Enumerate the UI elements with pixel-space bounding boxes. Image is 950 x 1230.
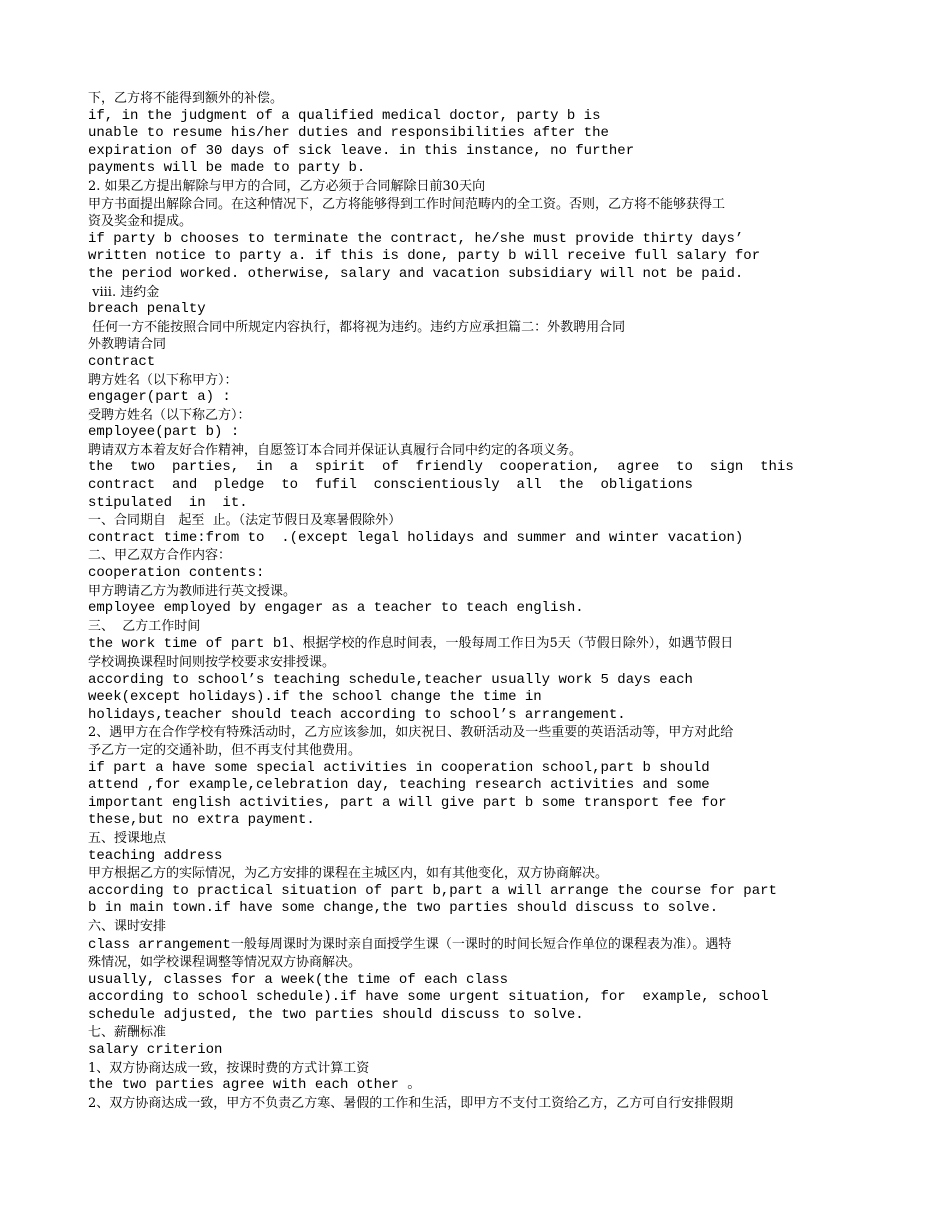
chinese-text-line: 二、甲乙双方合作内容：	[88, 548, 232, 564]
chinese-text-line: 甲方根据乙方的实际情况，为乙方安排的课程在主城区内，如有其他变化，双方协商解决。	[88, 866, 609, 882]
english-text-line: stipulated in it.	[88, 494, 248, 511]
chinese-text-line: 一、合同期自 起至 止。（法定节假日及寒暑假除外）	[88, 513, 402, 529]
chinese-text-line: 甲方书面提出解除合同。在这种情况下，乙方将能够得到工作时间范畴内的全工资。否则，乙方将不能够获得工	[88, 196, 726, 212]
english-text-line: expiration of 30 days of sick leave. in this instance, no further	[88, 142, 635, 159]
english-text-line: according to practical situation of part b,part a will arrange the course for part	[88, 882, 777, 899]
chinese-text-line: 甲方聘请乙方为教师进行英文授课。	[88, 583, 297, 599]
chinese-text-line: 2、遇甲方在合作学校有特殊活动时，乙方应该参加，如庆祝日、教研活动及一些重要的英语活动等，甲方对此给	[88, 725, 734, 741]
chinese-text-line: 受聘方姓名（以下称乙方）：	[88, 407, 251, 423]
english-text-line: attend ,for example,celebration day, teaching research activities and some	[88, 777, 710, 794]
chinese-text-line: 三、 乙方工作时间	[88, 618, 201, 634]
chinese-text-line: 五、授课地点	[88, 830, 167, 846]
mixed-text-line	[88, 936, 862, 955]
english-text-line: if part a have some special activities in cooperation school,part b should	[88, 759, 710, 776]
english-text-line: teaching address	[88, 847, 223, 864]
chinese-text-line: 2、双方协商达成一致，甲方不负责乙方寒、暑假的工作和生活，即甲方不支付工资给乙方，乙方可自行安排假期	[88, 1095, 734, 1111]
chinese-text-line: 资及奖金和提成。	[88, 214, 193, 230]
chinese-text-line: 外教聘请合同	[88, 337, 167, 353]
english-text-line: usually, classes for a week(the time of each class	[88, 971, 509, 988]
english-text-line: payments will be made to party b.	[88, 160, 366, 177]
chinese-text-line: viii. 违约金	[88, 284, 160, 300]
chinese-text-run: 1、根据学校的作息时间表，一般每周工作日为5天（节假日除外），如遇节假日	[281, 636, 734, 652]
chinese-text-line: 1、双方协商达成一致，按课时费的方式计算工资	[88, 1060, 370, 1076]
chinese-text-line: 聘方姓名（以下称甲方）：	[88, 372, 238, 388]
english-text-line: employee employed by engager as a teacher to teach english.	[88, 600, 584, 617]
chinese-text-line: 学校调换课程时间则按学校要求安排授课。	[88, 655, 336, 670]
english-text-line: week(except holidays).if the school change the time in	[88, 689, 542, 706]
chinese-text-line: 下，乙方将不能得到额外的补偿。	[88, 91, 284, 106]
english-text-line: employee(part b) :	[88, 424, 240, 441]
chinese-text-line: 六、课时安排	[88, 918, 167, 934]
english-text-line: the two parties, in a spirit of friendly cooperation, agree to sign this	[88, 459, 794, 476]
mixed-text-line	[88, 635, 862, 654]
english-text-line: schedule adjusted, the two parties should discuss to solve.	[88, 1006, 584, 1023]
english-text-line: if party b chooses to terminate the contract, he/she must provide thirty days’	[88, 230, 744, 247]
english-text-line: b in main town.if have some change,the two parties should discuss to solve.	[88, 900, 719, 917]
english-text-line: these,but no extra payment.	[88, 812, 315, 829]
english-text-line: contract and pledge to fufil conscientiously all the obligations	[88, 477, 693, 494]
english-text-line: breach penalty	[88, 301, 206, 318]
english-text-line: unable to resume his/her duties and responsibilities after the	[88, 125, 609, 142]
chinese-text-line: 七、薪酬标准	[88, 1025, 167, 1041]
english-text-line: written notice to party a. if this is done, party b will receive full salary for	[88, 248, 761, 265]
english-text-line: if, in the judgment of a qualified medical doctor, party b is	[88, 107, 601, 124]
english-text-line: the two parties agree with each other 。	[88, 1077, 422, 1094]
chinese-text-line: 任何一方不能按照合同中所规定内容执行，都将视为违约。违约方应承担篇二：外教聘用合同	[88, 319, 626, 335]
english-text-line: contract time:from to .(except legal holidays and summer and winter vacation)	[88, 529, 744, 546]
chinese-text-run: 一般每周课时为课时亲自面授学生课（一课时的时间长短合作单位的课程表为准）。遇特	[230, 936, 732, 952]
english-text-line: salary criterion	[88, 1042, 223, 1059]
chinese-text-line: 聘请双方本着友好合作精神，自愿签订本合同并保证认真履行合同中约定的各项义务。	[88, 442, 583, 458]
english-text-run: class arrangement	[88, 936, 231, 953]
english-text-line: the period worked. otherwise, salary and vacation subsidiary will not be paid.	[88, 265, 744, 282]
document-page	[88, 90, 862, 1112]
chinese-text-line: 2. 如果乙方提出解除与甲方的合同，乙方必须于合同解除日前30天向	[88, 178, 486, 194]
english-text-line: according to school schedule).if have some urgent situation, for example, school	[88, 989, 769, 1006]
english-text-run: the work time of part b	[88, 636, 282, 653]
english-text-line: cooperation contents:	[88, 565, 265, 582]
english-text-line: holidays,teacher should teach according to school’s arrangement.	[88, 706, 626, 723]
english-text-line: engager(part a) :	[88, 389, 231, 406]
chinese-text-line: 殊情况，如学校课程调整等情况双方协商解决。	[88, 955, 362, 971]
english-text-line: important english activities, part a will give part b some transport fee for	[88, 794, 727, 811]
english-text-line: contract	[88, 353, 156, 370]
english-text-line: according to school’s teaching schedule,teacher usually work 5 days each	[88, 671, 693, 688]
chinese-text-line: 予乙方一定的交通补助，但不再支付其他费用。	[88, 742, 362, 758]
